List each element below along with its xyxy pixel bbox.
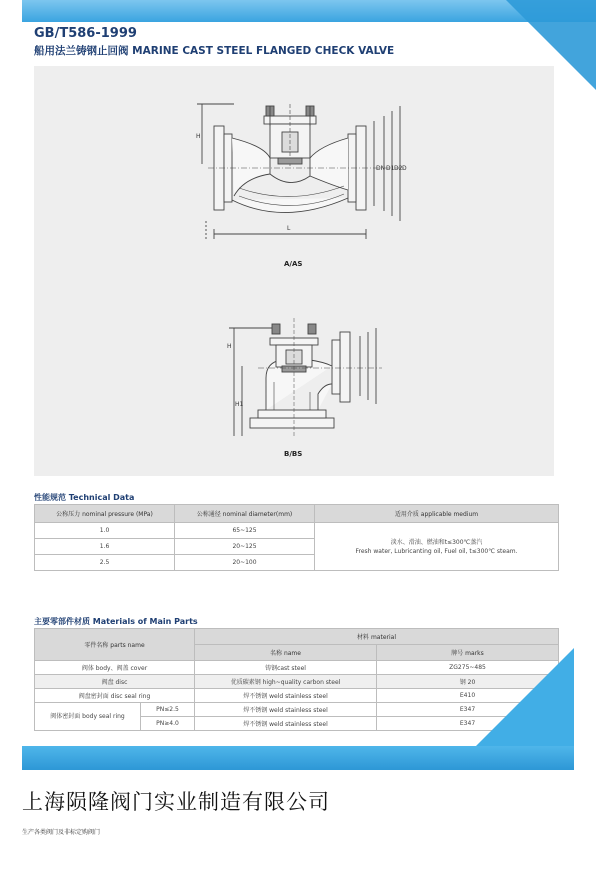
dim-d-label: D [402, 165, 407, 172]
cell-medium [315, 523, 559, 571]
cell-diameter: 20~100 [175, 555, 315, 571]
cell-marks: E347 [377, 717, 559, 731]
cell-diameter: 65~125 [175, 523, 315, 539]
cell-name: 焊不锈钢 weld stainless steel [195, 689, 377, 703]
cell-part: 阀体 body、阀盖 cover [35, 661, 195, 675]
drawing-panel [34, 66, 554, 476]
standard-code: GB/T586-1999 [34, 26, 137, 41]
cell-part: 阀盘 disc [35, 675, 195, 689]
header-medium: 适用介质 applicable medium [315, 505, 559, 523]
bottom-accent-band [22, 746, 574, 770]
cell-pn: PN≥4.0 [141, 717, 195, 731]
cell-marks: E410 [377, 689, 559, 703]
company-tagline: 生产各类阀门及非标定购阀门 [22, 829, 101, 836]
cell-name: 焊不锈钢 weld stainless steel [195, 703, 377, 717]
table-row [35, 629, 559, 645]
cell-part: 阀盘密封面 disc seal ring [35, 689, 195, 703]
cell-part-body-seal: 阀体密封面 body seal ring [35, 703, 141, 731]
technical-data-table [34, 504, 559, 571]
header-part: 零件名称 parts name [35, 629, 195, 661]
dim-h-label-b: H [227, 343, 232, 350]
technical-data-heading: 性能规范 Technical Data [34, 493, 135, 502]
bottom-corner-triangle [476, 648, 574, 746]
cell-marks: E347 [377, 703, 559, 717]
dim-h-label: H [196, 133, 201, 140]
table-row [35, 505, 559, 523]
table-row [35, 523, 559, 539]
dim-d2-label: D2 [394, 165, 403, 172]
valve-drawing-b [229, 318, 382, 436]
medium-en: Fresh water, Lubricanting oil, Fuel oil, t≤300℃ steam. [355, 547, 518, 555]
cell-pressure: 2.5 [35, 555, 175, 571]
dim-dn-label: DN [376, 165, 386, 172]
figure-b-label: B/BS [284, 450, 303, 458]
cell-diameter: 20~125 [175, 539, 315, 555]
cell-name: 焊不锈钢 weld stainless steel [195, 717, 377, 731]
cell-pressure: 1.6 [35, 539, 175, 555]
header-material: 材料 material [195, 629, 559, 645]
cell-marks: ZG275~485 [377, 661, 559, 675]
cell-name: 优质碳素钢 high~quality carbon steel [195, 675, 377, 689]
dim-h1-label-b: H1 [235, 401, 244, 408]
medium-cn: 淡水、滑油、燃油和t≤300℃蒸汽 [390, 538, 483, 546]
materials-heading: 主要零部件材质 Materials of Main Parts [34, 617, 198, 626]
company-name: 上海陨隆阀门实业制造有限公司 [22, 790, 330, 814]
header-diameter: 公称通径 nominal diameter(mm) [175, 505, 315, 523]
header-name: 名称 name [195, 645, 377, 661]
header-marks: 牌号 marks [377, 645, 559, 661]
dim-d1-label: D1 [386, 165, 395, 172]
cell-pressure: 1.0 [35, 523, 175, 539]
cell-name: 铸钢cast steel [195, 661, 377, 675]
figure-a-label: A/AS [284, 260, 303, 268]
cell-marks: 钢 20 [377, 675, 559, 689]
header-pressure: 公称压力 nominal pressure (MPa) [35, 505, 175, 523]
document-title: 船用法兰铸钢止回阀 MARINE CAST STEEL FLANGED CHECK VALVE [34, 45, 395, 57]
valve-drawing-a [197, 104, 406, 241]
dim-l-label: L [287, 225, 291, 232]
valve-drawings [34, 66, 554, 476]
cell-pn: PN≤2.5 [141, 703, 195, 717]
